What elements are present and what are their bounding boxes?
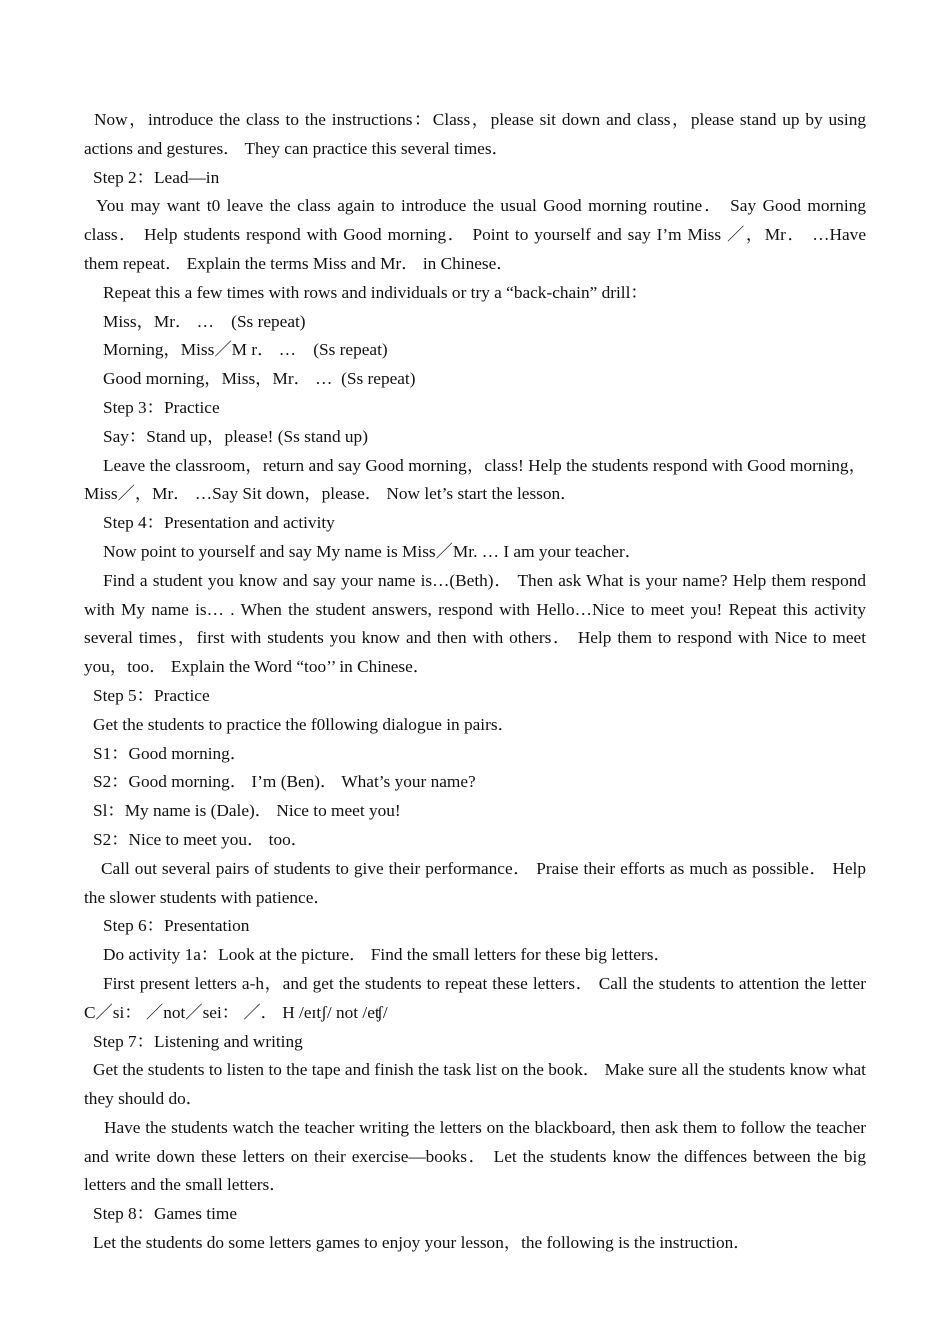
dialogue-line-2: S2：Good morning． I’m (Ben)． What’s your name? [93, 772, 476, 792]
paragraph-back-chain-drill: Repeat this a few times with rows and individuals or try a “back-chain” drill： [103, 282, 648, 302]
paragraph-listen-to-tape: Get the students to listen to the tape and finish the task list on the book． Make sure all the students know what they should do． [84, 1060, 866, 1109]
heading-step-5: Step 5：Practice [93, 685, 210, 705]
drill-line-3: Good morning，Miss，Mr． … (Ss repeat) [103, 369, 416, 389]
dialogue-line-3: Sl：My name is (Dale)． Nice to meet you! [93, 801, 401, 821]
paragraph-good-morning-routine: You may want t0 leave the class again to introduce the usual Good morning routine． Say Good morning class． Help students respond with Good morning． Point to yourself and say I’m Miss ／，Mr． …Have them repeat． Explain the terms Miss and Mr． in Chinese． [84, 196, 866, 273]
heading-step-3: Step 3：Practice [103, 397, 220, 417]
paragraph-stand-up: Say：Stand up，please! (Ss stand up) [103, 426, 368, 446]
dialogue-line-1: S1：Good morning． [93, 743, 248, 763]
paragraph-teacher-writing: Have the students watch the teacher writing the letters on the blackboard, then ask them to follow the teacher and write down these letters on their exercise—books． Let the students know the diffences between the big letters and the small letters． [84, 1117, 866, 1195]
paragraph-activity-1a: Do activity 1a：Look at the picture． Find the small letters for these big letters． [103, 945, 671, 965]
dialogue-line-4: S2：Nice to meet you． too． [93, 829, 309, 849]
heading-step-8: Step 8：Games time [93, 1204, 237, 1224]
paragraph-find-a-student: Find a student you know and say your name is…(Beth)． Then ask What is your name? Help them respond with My name is… . When the student answers, respond with Hello…Nice to meet you! Repeat this activity several times，first with students you know and then with others． Help them to respond with Nice to meet you，too． Explain the Word “too’’ in Chinese． [84, 570, 866, 677]
paragraph-leave-classroom: Leave the classroom，return and say Good morning，class! Help the students respond with Good morning，Miss／，Mr． …Say Sit down，please． Now let’s start the lesson． [84, 455, 866, 504]
heading-step-2: Step 2：Lead—in [93, 167, 220, 187]
paragraph-point-to-yourself: Now point to yourself and say My name is Miss／Mr. … I am your teacher． [103, 541, 642, 561]
heading-step-6: Step 6：Presentation [103, 916, 250, 936]
heading-step-4: Step 4：Presentation and activity [103, 513, 335, 533]
paragraph-call-out-pairs: Call out several pairs of students to give their performance． Praise their efforts as much as possible． Help the slower students with patience． [84, 858, 866, 907]
paragraph-present-letters: First present letters a-h，and get the students to repeat these letters． Call the students to attention the letter C／si： ／not／sei： ／． H /eɪtʃ/ not /eʧ/ [84, 973, 866, 1022]
paragraph-letters-games: Let the students do some letters games to enjoy your lesson，the following is the instruction． [93, 1233, 751, 1253]
paragraph-practice-dialogue: Get the students to practice the f0llowing dialogue in pairs． [93, 714, 515, 734]
drill-line-1: Miss，Mr． … (Ss repeat) [103, 311, 306, 331]
paragraph-instructions: Now，introduce the class to the instructions：Class，please sit down and class，please stand up by using actions and gestures． They can practice this several times． [84, 110, 866, 158]
drill-line-2: Morning，Miss／M r． … (Ss repeat) [103, 340, 388, 360]
heading-step-7: Step 7：Listening and writing [93, 1031, 303, 1051]
document-page [84, 106, 866, 1258]
